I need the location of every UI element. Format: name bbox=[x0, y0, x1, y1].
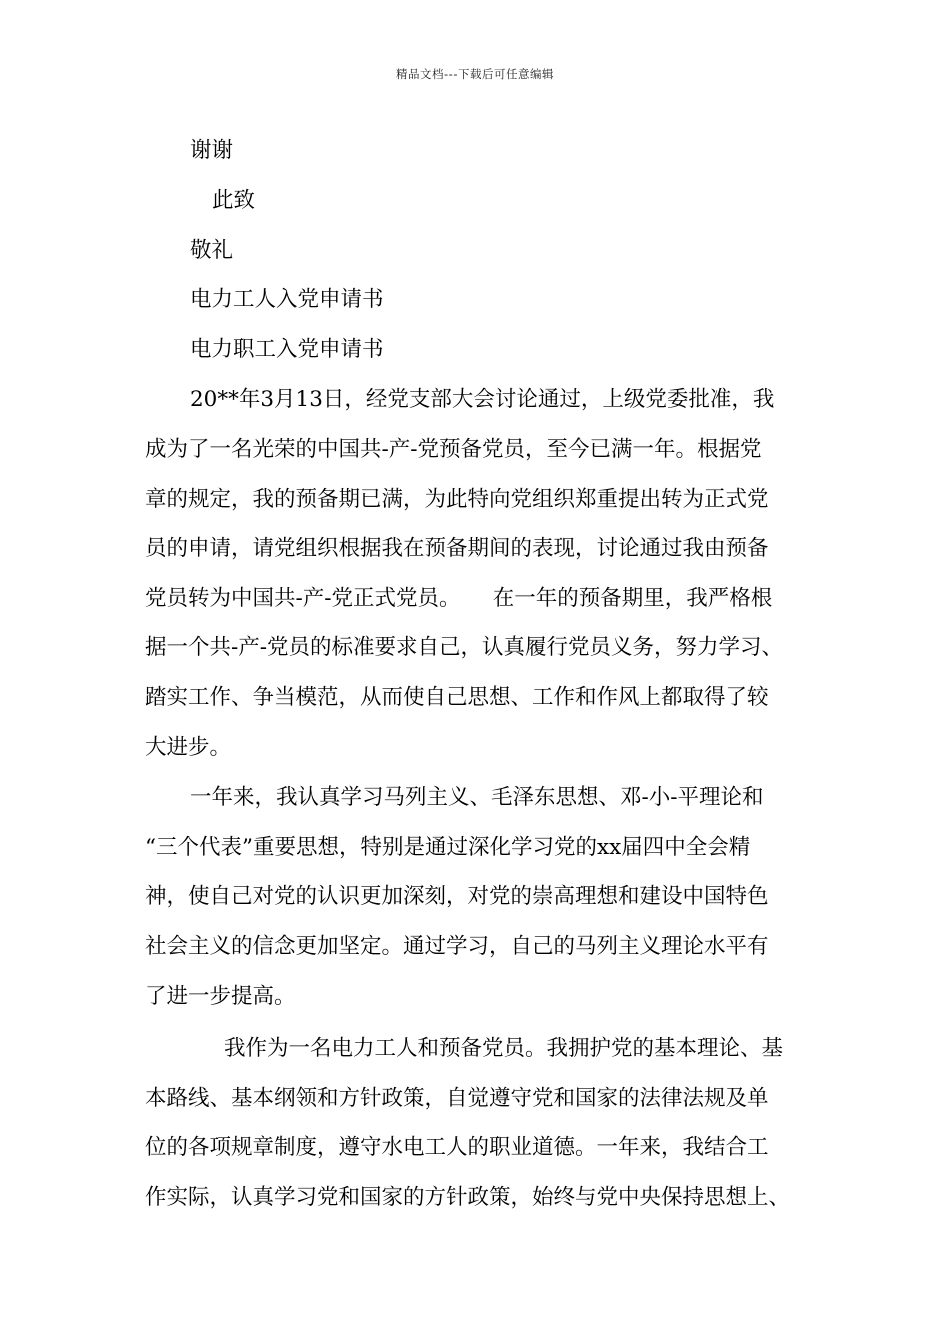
paragraph-line: 据一个共-产-党员的标准要求自己，认真履行党员义务，努力学习、 bbox=[145, 635, 784, 660]
paragraph-line: 成为了一名光荣的中国共-产-党预备党员，至今已满一年。根据党 bbox=[145, 437, 762, 462]
document-title: 电力职工入党申请书 bbox=[190, 337, 384, 362]
paragraph-line: 20**年3月13日，经党支部大会讨论通过，上级党委批准，我 bbox=[190, 387, 775, 412]
paragraph-line: 员的申请，请党组织根据我在预备期间的表现，讨论通过我由预备 bbox=[145, 536, 769, 561]
paragraph-line: 社会主义的信念更加坚定。通过学习，自己的马列主义理论水平有 bbox=[145, 934, 769, 959]
paragraph-line: “三个代表”重要思想，特别是通过深化学习党的xx届四中全会精 bbox=[145, 835, 751, 860]
closing-salutation: 此致 bbox=[212, 188, 256, 213]
paragraph-line: 我作为一名电力工人和预备党员。我拥护党的基本理论、基 bbox=[224, 1036, 784, 1061]
paragraph-line: 大进步。 bbox=[145, 735, 232, 760]
paragraph-line: 一年来，我认真学习马列主义、毛泽东思想、邓-小-平理论和 bbox=[190, 785, 764, 810]
paragraph-line: 章的规定，我的预备期已满，为此特向党组织郑重提出转为正式党 bbox=[145, 487, 769, 512]
paragraph-line: 踏实工作、争当模范，从而使自己思想、工作和作风上都取得了较 bbox=[145, 685, 769, 710]
paragraph-line: 本路线、基本纲领和方针政策，自觉遵守党和国家的法律法规及单 bbox=[145, 1086, 769, 1111]
section-title: 电力工人入党申请书 bbox=[190, 287, 384, 312]
paragraph-line: 位的各项规章制度，遵守水电工人的职业道德。一年来，我结合工 bbox=[145, 1135, 769, 1160]
paragraph-line: 作实际，认真学习党和国家的方针政策，始终与党中央保持思想上、 bbox=[145, 1185, 791, 1210]
closing-thanks: 谢谢 bbox=[190, 138, 234, 163]
paragraph-line: 神，使自己对党的认识更加深刻，对党的崇高理想和建设中国特色 bbox=[145, 884, 769, 909]
paragraph-line: 了进一步提高。 bbox=[145, 984, 296, 1009]
closing-regards: 敬礼 bbox=[190, 238, 234, 263]
paragraph-line: 党员转为中国共-产-党正式党员。 在一年的预备期里，我严格根 bbox=[145, 586, 773, 611]
page-header: 精品文档---下载后可任意编辑 bbox=[396, 67, 554, 81]
